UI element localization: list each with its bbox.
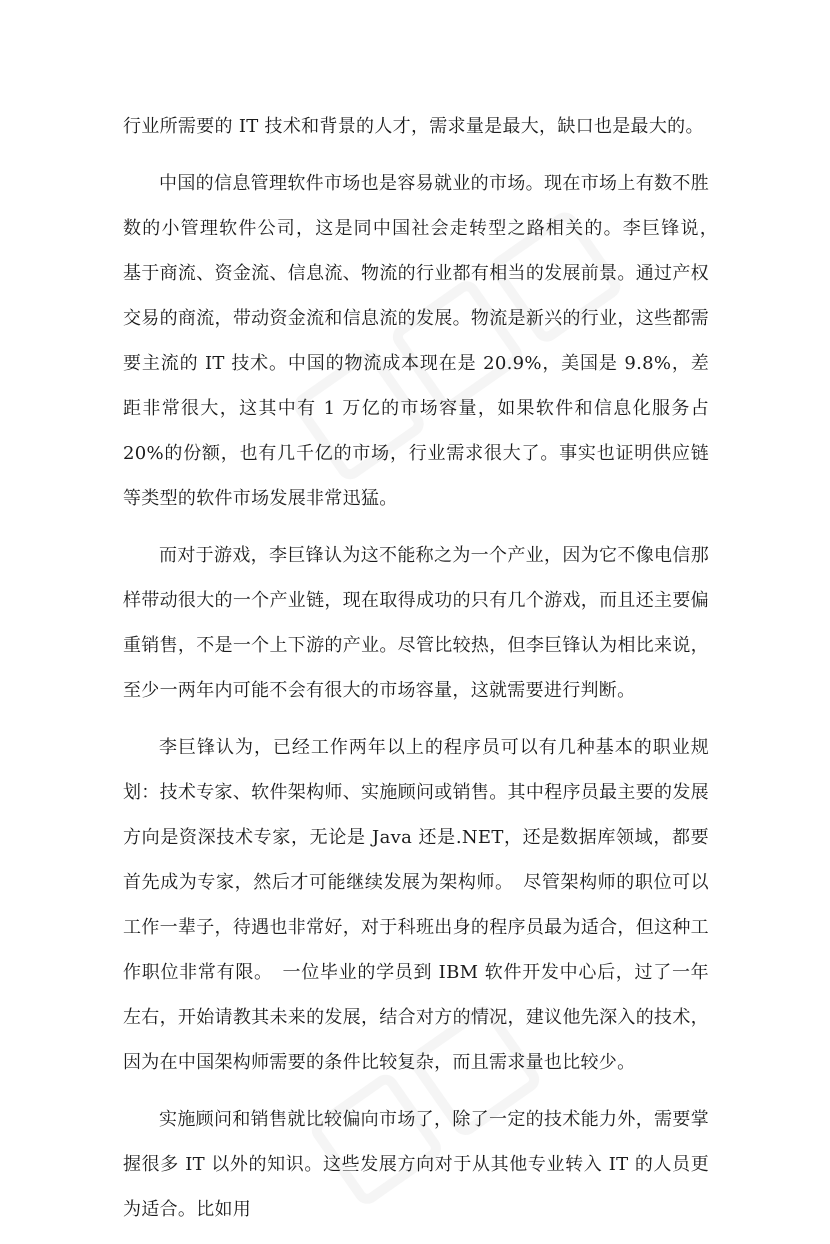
paragraph-4: 李巨锋认为，已经工作两年以上的程序员可以有几种基本的职业规划：技术专家、软件架构师、实施顾问或销售。其中程序员最主要的发展方向是资深技术专家，无论是 Java 还是.NET，还是数据库领域，都要首先成为专家，然后才可能继续发展为架构师。 尽管架构师的职位可以工作一辈子，待遇也非常好，对于科班出身的程序员最为适合，但这种工作职位非常有限。 一位毕业的学员到 IBM 软件开发中心后，过了一年左右，开始请教其未来的发展，结合对方的情况，建议他先深入的技术，因为在中国架构师需要的条件比较复杂，而且需求量也比较少。 [123,737,709,1073]
document-body [123,104,728,1244]
paragraph-2: 中国的信息管理软件市场也是容易就业的市场。现在市场上有数不胜数的小管理软件公司，这是同中国社会走转型之路相关的。李巨锋说， 基于商流、资金流、信息流、物流的行业都有相当的发展前景。通过产权交易的商流，带动资金流和信息流的发展。物流是新兴的行业，这些都需要主流的 IT 技术。中国的物流成本现在是 20.9%，美国是 9.8%，差距非常很大，这其中有 1 万亿的市场容量，如果软件和信息化服务占 20%的份额，也有几千亿的市场，行业需求很大了。事实也证明供应链等类型的软件市场发展非常迅猛。 [123,173,728,509]
paragraph-1: 行业所需要的 IT 技术和背景的人才，需求量是最大，缺口也是最大的。 [123,116,704,137]
paragraph-5: 实施顾问和销售就比较偏向市场了，除了一定的技术能力外，需要掌握很多 IT 以外的知识。这些发展方向对于从其他专业转入 IT 的人员更为适合。比如用 [123,1109,709,1220]
paragraph-3: 而对于游戏，李巨锋认为这不能称之为一个产业，因为它不像电信那样带动很大的一个产业链，现在取得成功的只有几个游戏，而且还主要偏重销售，不是一个上下游的产业。尽管比较热，但李巨锋认为相比来说，至少一两年内可能不会有很大的市场容量，这就需要进行判断。 [123,545,709,701]
